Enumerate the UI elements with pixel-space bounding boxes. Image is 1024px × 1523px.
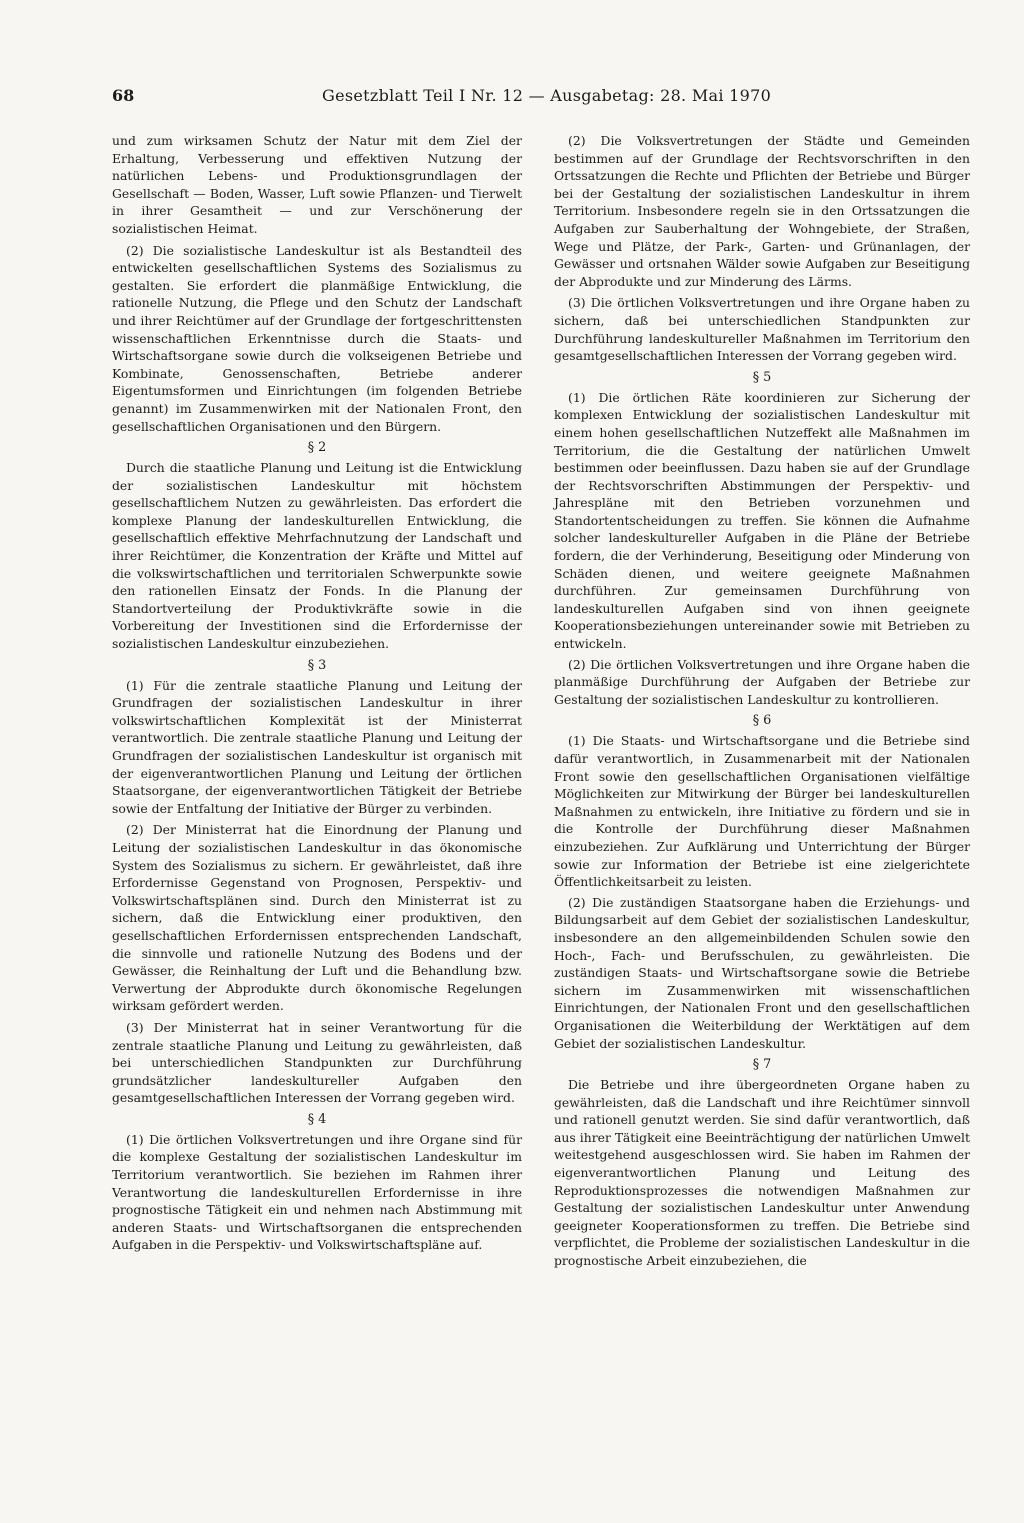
section-heading: § 2 [307, 440, 327, 456]
paragraph: (2) Der Ministerrat hat die Einordnung der Planung und Leitung der sozialistischen Landeskultur in das ökonomische System des Sozialismus zu sichern. Er gewährleistet, daß ihre Erfordernisse Gegenstand von Prognosen, Perspektiv- und Volkswirtschaftsplänen sind. Durch den Ministerrat ist zu sichern, daß die Entwicklung einer produktiven, den gesellschaftlichen Erfordernissen entsprechenden Landschaft, die sinnvolle und rationelle Nutzung des Bodens und der Gewässer, die Reinhaltung der Luft und die Behandlung bzw. Verwertung der Abprodukte durch ökonomische Regelungen wirksam gefördert werden. [112, 822, 522, 1014]
paragraph: (3) Der Ministerrat hat in seiner Verantwortung für die zentrale staatliche Planung und Leitung zu gewährleisten, daß bei unterschiedlichen Standpunkten zur Durchführung grundsätzlicher landeskultureller Aufgaben den gesamtgesellschaftlichen Interessen der Vorrang gegeben wird. [112, 1019, 522, 1106]
gazette-title: Gesetzblatt Teil I Nr. 12 — Ausgabetag: 28. Mai 1970 [322, 86, 772, 105]
paragraph: (2) Die Volksvertretungen der Städte und Gemeinden bestimmen auf der Grundlage der Rechtsvorschriften in den Ortssatzungen die Rechte und Pflichten der Betriebe und Bürger bei der Gestaltung der sozialistischen Landeskultur in ihrem Territorium. Insbesondere regeln sie in den Ortssatzungen die Aufgaben zur Sauberhaltung der Wohngebiete, der Straßen, Wege und Plätze, der Park-, Garten- und Grünanlagen, der Gewässer und ortsnahen Wälder sowie Aufgaben zur Beseitigung der Abprodukte und zur Minderung des Lärms. [554, 133, 970, 289]
section-heading: § 7 [752, 1057, 772, 1073]
paragraph: (1) Die örtlichen Räte koordinieren zur Sicherung der komplexen Entwicklung der sozialistischen Landeskultur mit einem hohen gesellschaftlichen Nutzeffekt alle Maßnahmen im Territorium, die die Gestaltung der natürlichen Umwelt bestimmen oder beeinflussen. Dazu haben sie auf der Grundlage der Rechtsvorschriften Abstimmungen der Perspektiv- und Jahrespläne mit den Betrieben vorzunehmen und Standortentscheidungen zu treffen. Sie können die Aufnahme solcher landeskultureller Aufgaben in die Pläne der Betriebe fordern, die der Verhinderung, Beseitigung oder Minderung von Schäden dienen, und weitere geeignete Maßnahmen durchführen. Zur gemeinsamen Durchführung von landeskulturellen Aufgaben sind von ihnen geeignete Kooperationsbeziehungen untereinander sowie mit Betrieben zu entwickeln. [554, 389, 970, 652]
paragraph: Durch die staatliche Planung und Leitung ist die Entwicklung der sozialistischen Landeskultur mit höchstem gesellschaftlichem Nutzen zu gewährleisten. Das erfordert die komplexe Planung der landeskulturellen Entwicklung, die gesellschaftlich effektive Mehrfachnutzung der Landschaft und ihrer Reichtümer, die Konzentration der Kräfte und Mittel auf die volkswirtschaftlichen und territorialen Schwerpunkte sowie den rationellen Einsatz der Fonds. In die Planung der Standortverteilung der Produktivkräfte sowie in die Vorbereitung der Investitionen sind die Erfordernisse der sozialistischen Landeskultur einzubeziehen. [112, 460, 522, 652]
paragraph: (1) Die örtlichen Volksvertretungen und ihre Organe sind für die komplexe Gestaltung der sozialistischen Landeskultur im Territorium verantwortlich. Sie beziehen im Rahmen ihrer Verantwortung die landeskulturellen Erfordernisse in ihre prognostische Tätigkeit ein und nehmen nach Abstimmung mit anderen Staats- und Wirtschaftsorganen die entsprechenden Aufgaben in die Perspektiv- und Volkswirtschaftspläne auf. [112, 1131, 522, 1253]
paragraph: (2) Die örtlichen Volksvertretungen und ihre Organe haben die planmäßige Durchführung der Aufgaben der Betriebe zur Gestaltung der sozialistischen Landeskultur zu kontrollieren. [554, 656, 970, 707]
paragraph: (3) Die örtlichen Volksvertretungen und ihre Organe haben zu sichern, daß bei unterschiedlichen Standpunkten zur Durchführung landeskultureller Maßnahmen im Territorium den gesamtgesellschaftlichen Interessen der Vorrang gegeben wird. [554, 295, 970, 364]
page-header [112, 86, 972, 110]
section-heading: § 6 [752, 713, 772, 729]
paragraph: (1) Für die zentrale staatliche Planung und Leitung der Grundfragen der sozialistischen Landeskultur in ihrer volkswirtschaftlichen Komplexität ist der Ministerrat verantwortlich. Die zentrale staatliche Planung und Leitung der Grundfragen der sozialistischen Landeskultur ist organisch mit der eigenverantwortlichen Planung und Leitung der örtlichen Staatsorgane, der eigenverantwortlichen Tätigkeit der Betriebe sowie der Entfaltung der Initiative der Bürger zu verbinden. [112, 677, 522, 816]
paragraph: (2) Die zuständigen Staatsorgane haben die Erziehungs- und Bildungsarbeit auf dem Gebiet der sozialistischen Landeskultur, insbesondere an den allgemeinbildenden Schulen sowie den Hoch-, Fach- und Berufsschulen, zu gewährleisten. Die zuständigen Staats- und Wirtschaftsorgane sowie die Betriebe sichern im Zusammenwirken mit wissenschaftlichen Einrichtungen, der Nationalen Front und den gesellschaftlichen Organisationen die Weiterbildung der Werktätigen auf dem Gebiet der sozialistischen Landeskultur. [554, 894, 970, 1051]
paragraph: und zum wirksamen Schutz der Natur mit dem Ziel der Erhaltung, Verbesserung und effektiven Nutzung der natürlichen Lebens- und Produktionsgrundlagen der Gesellschaft — Boden, Wasser, Luft sowie Pflanzen- und Tierwelt in ihrer Gesamtheit — und zur Verschönerung der sozialistischen Heimat. [112, 133, 522, 236]
section-heading: § 5 [752, 369, 772, 385]
left-column [112, 132, 522, 1257]
section-heading: § 4 [307, 1111, 327, 1127]
page-number: 68 [112, 86, 135, 105]
right-column [554, 132, 970, 1273]
section-heading: § 3 [307, 657, 327, 673]
paragraph: (2) Die sozialistische Landeskultur ist als Bestandteil des entwickelten gesellschaftlichen Systems des Sozialismus zu gestalten. Sie erfordert die planmäßige Entwicklung, die rationelle Nutzung, die Pflege und den Schutz der Landschaft und ihrer Reichtümer auf der Grundlage der fortgeschrittensten wissenschaftlichen Erkenntnisse durch die Staats- und Wirtschaftsorgane sowie durch die volkseigenen Betriebe und Kombinate, Genossenschaften, Betriebe anderer Eigentumsformen und Einrichtungen (im folgenden Betriebe genannt) im Zusammenwirken mit der Nationalen Front, den gesellschaftlichen Organisationen und den Bürgern. [112, 242, 522, 434]
paragraph: (1) Die Staats- und Wirtschaftsorgane und die Betriebe sind dafür verantwortlich, in Zusammenarbeit mit der Nationalen Front sowie den gesellschaftlichen Organisationen vielfältige Möglichkeiten zur Mitwirkung der Bürger bei landeskulturellen Maßnahmen zu entwickeln, ihre Initiative zu fördern und sie in die Kontrolle der Durchführung dieser Maßnahmen einzubeziehen. Zur Aufklärung und Unterrichtung der Bürger sowie zur Information der Betriebe ist eine zielgerichtete Öffentlichkeitsarbeit zu leisten. [554, 733, 970, 890]
paragraph: Die Betriebe und ihre übergeordneten Organe haben zu gewährleisten, daß die Landschaft und ihre Reichtümer sinnvoll und rationell genutzt werden. Sie sind dafür verantwortlich, daß aus ihrer Tätigkeit eine Beeinträchtigung der natürlichen Umwelt weitestgehend ausgeschlossen wird. Sie haben im Rahmen der eigenverantwortlichen Planung und Leitung des Reproduktionsprozesses die notwendigen Maßnahmen zur Gestaltung der sozialistischen Landeskultur unter Anwendung geeigneter Kooperationsformen zu treffen. Die Betriebe sind verpflichtet, die Probleme der sozialistischen Landeskultur in die prognostische Arbeit einzubeziehen, die [554, 1077, 970, 1269]
